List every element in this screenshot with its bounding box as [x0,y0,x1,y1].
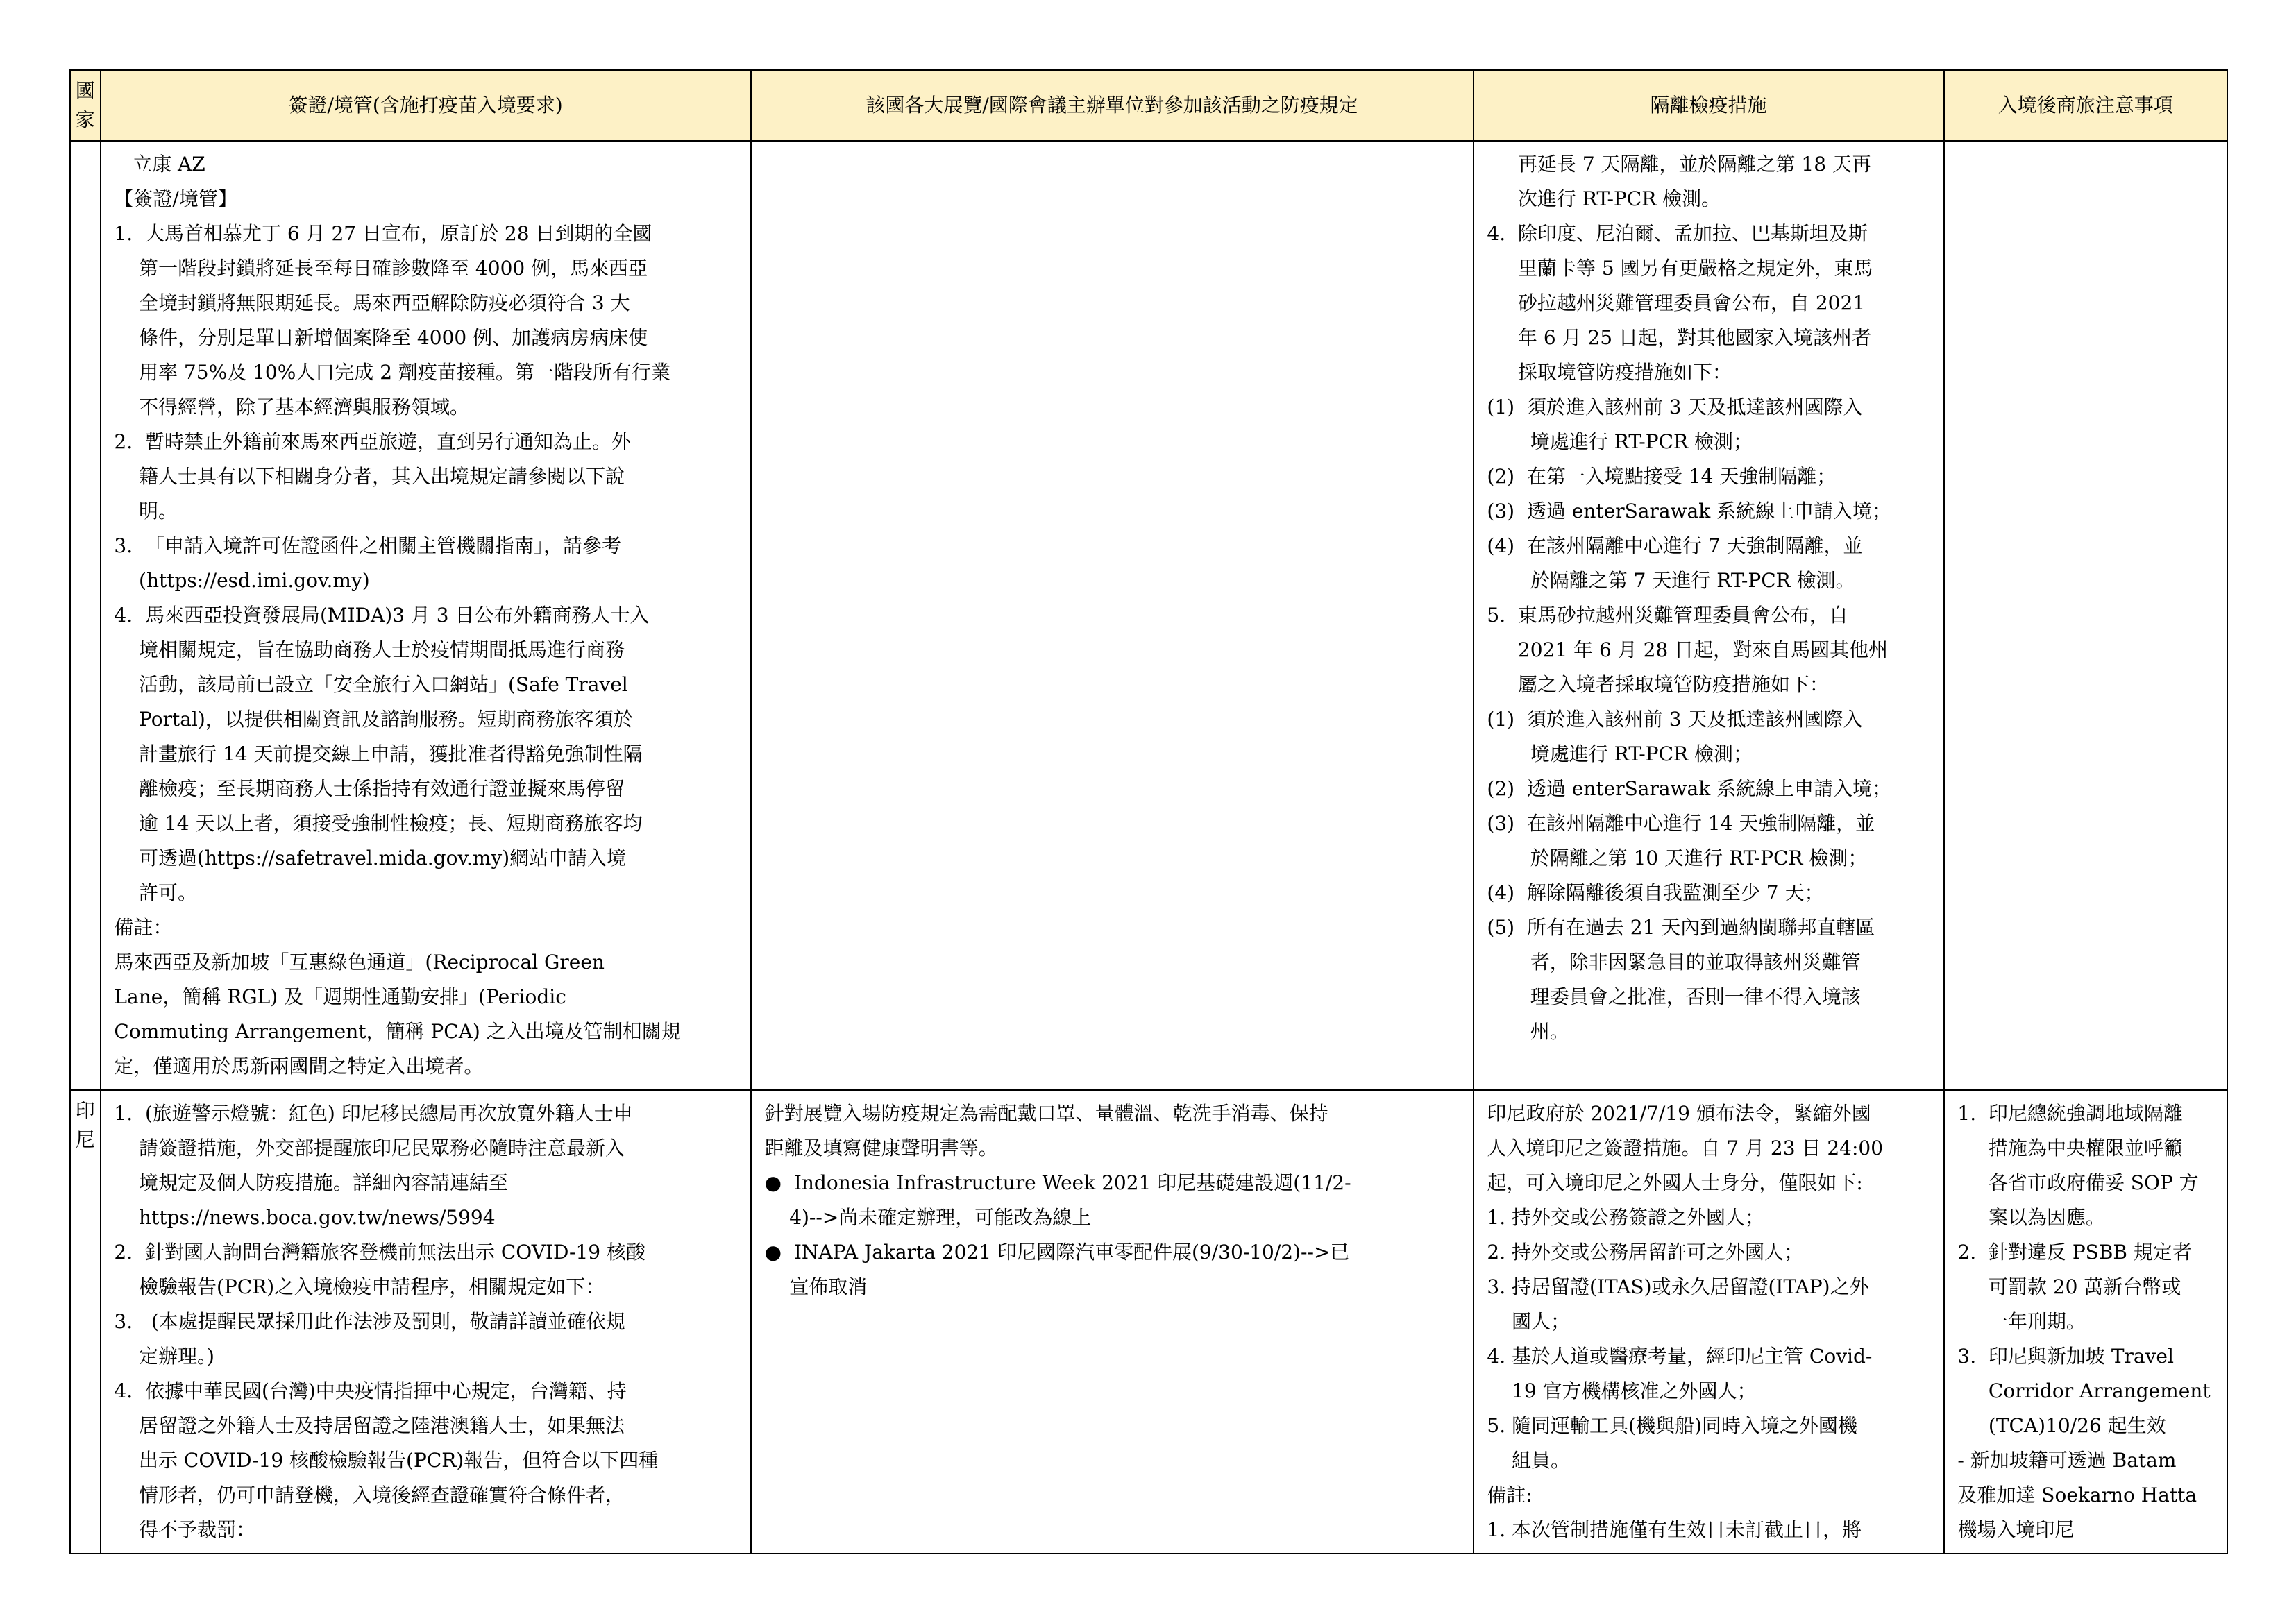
text-line: 4. 馬來西亞投資發展局(MIDA)3 月 3 日公布外籍商務人士入 [108,604,650,627]
text-line: 不得經營，除了基本經濟與服務領域。 [108,396,470,418]
text-line: 針對展覽入場防疫規定為需配戴口罩、量體溫、乾洗手消毒、保持 [758,1102,1328,1125]
visa-cell [101,1090,751,1554]
text-line: 可罰款 20 萬新台幣或 [1951,1275,2181,1298]
text-line: ● Indonesia Infrastructure Week 2021 印尼基礎建設週(11/2- [758,1171,1351,1194]
text-line: 居留證之外籍人士及持居留證之陸港澳籍人士，如果無法 [108,1414,625,1437]
text-line: 境規定及個人防疫措施。詳細內容請連結至 [108,1171,509,1194]
text-line: 國人； [1480,1310,1571,1333]
header-row [70,70,2227,141]
text-line: 備註： [108,916,173,939]
text-line: (2) 透過 enterSarawak 系統線上申請入境； [1480,777,1892,800]
text-line: (4) 解除隔離後須自我監測至少 7 天； [1480,881,1824,904]
text-line: 請簽證措施，外交部提醒旅印尼民眾務必隨時注意最新入 [108,1137,625,1159]
expo-cell [751,1090,1474,1554]
country-name: 印尼 [75,1099,95,1151]
table-row [70,141,2227,1090]
text-line: (1) 須於進入該州前 3 天及抵達該州國際入 [1480,396,1863,418]
text-line: 年 6 月 25 日起，對其他國家入境該州者 [1480,326,1871,349]
text-line: 檢驗報告(PCR)之入境檢疫申請程序，相關規定如下： [108,1275,605,1298]
text-line: (TCA)10/26 起生效 [1951,1414,2166,1437]
text-line: 許可。 [108,881,198,904]
text-line: 逾 14 天以上者，須接受強制性檢疫；長、短期商務旅客均 [108,812,643,835]
header-country: 國家 [70,70,101,141]
text-line: 2. 暫時禁止外籍前來馬來西亞旅遊，直到另行通知為止。外 [108,430,631,453]
text-line: 馬來西亞及新加坡「互惠綠色通道」(Reciprocal Green [108,951,605,974]
header-quarantine: 隔離檢疫措施 [1474,70,1944,141]
country-cell [70,1090,101,1554]
text-line: 起，可入境印尼之外國人士身分，僅限如下: [1480,1171,1863,1194]
text-line: 境相關規定，旨在協助商務人士於疫情期間抵馬進行商務 [108,638,625,661]
text-line: 2. 持外交或公務居留許可之外國人； [1480,1241,1804,1264]
text-line: 計畫旅行 14 天前提交線上申請，獲批准者得豁免強制性隔 [108,742,643,765]
text-line: 宣佈取消 [758,1275,868,1298]
text-line: 定，僅適用於馬新兩國間之特定入出境者。 [108,1055,484,1078]
text-line: 及雅加達 Soekarno Hatta [1951,1484,2197,1506]
text-line: (2) 在第一入境點接受 14 天強制隔離； [1480,465,1837,488]
text-line: 措施為中央權限並呼籲 [1951,1137,2183,1159]
regulations-table [69,69,2228,1554]
text-line: 於隔離之第 10 天進行 RT-PCR 檢測； [1480,847,1868,869]
text-line: (4) 在該州隔離中心進行 7 天強制隔離，並 [1480,534,1863,557]
text-line: 用率 75%及 10%人口完成 2 劑疫苗接種。第一階段所有行業 [108,361,670,384]
text-line: 第一階段封鎖將延長至每日確診數降至 4000 例，馬來西亞 [108,257,648,280]
text-line: 採取境管防疫措施如下： [1480,361,1732,384]
text-line: Lane，簡稱 RGL) 及「週期性通勤安排」(Periodic [108,985,566,1008]
text-line: 境處進行 RT-PCR 檢測； [1480,742,1753,765]
text-line: 備註: [1480,1484,1533,1506]
text-line: 出示 COVID-19 核酸檢驗報告(PCR)報告，但符合以下四種 [108,1449,659,1472]
text-line: 州。 [1480,1020,1569,1043]
text-line: 4. 基於人道或醫療考量，經印尼主管 Covid- [1480,1345,1873,1368]
text-line: 1. 大馬首相慕尤丁 6 月 27 日宣布，原訂於 28 日到期的全國 [108,222,652,245]
text-line: 里蘭卡等 5 國另有更嚴格之規定外，東馬 [1480,257,1873,280]
text-line: 定辦理。) [108,1345,214,1368]
text-line: 於隔離之第 7 天進行 RT-PCR 檢測。 [1480,569,1855,592]
notes-cell [1944,1090,2228,1554]
text-line: 人入境印尼之簽證措施。自 7 月 23 日 24:00 [1480,1137,1884,1159]
text-line: 3. 「申請入境許可佐證函件之相關主管機關指南」，請參考 [108,534,621,557]
text-line: (5) 所有在過去 21 天內到過納閩聯邦直轄區 [1480,916,1875,939]
text-line: 2021 年 6 月 28 日起，對來自馬國其他州 [1480,638,1889,661]
text-line: 全境封鎖將無限期延長。馬來西亞解除防疫必須符合 3 大 [108,291,630,314]
visa-cell [101,141,751,1090]
text-line: 1. 本次管制措施僅有生效日未訂截止日，將 [1480,1518,1862,1541]
text-line: 理委員會之批准，否則一律不得入境該 [1480,985,1861,1008]
text-line[interactable]: (https://esd.imi.gov.my) [108,569,370,592]
expo-cell [751,141,1474,1090]
text-line: 1. 印尼總統強調地域隔離 [1951,1102,2183,1125]
text-line: 2. 針對違反 PSBB 規定者 [1951,1241,2192,1264]
text-line: 印尼政府於 2021/7/19 頒布法令，緊縮外國 [1480,1102,1871,1125]
text-line: 4)-->尚未確定辦理，可能改為線上 [758,1206,1092,1229]
text-line: 條件，分別是單日新增個案降至 4000 例、加護病房病床使 [108,326,648,349]
text-line: 1. 持外交或公務簽證之外國人； [1480,1206,1765,1229]
text-line[interactable]: https://news.boca.gov.tw/news/5994 [108,1206,496,1229]
text-line: 者，除非因緊急目的並取得該州災難管 [1480,951,1861,974]
text-line: 案以為因應。 [1951,1206,2105,1229]
text-line: 得不予裁罰： [108,1518,256,1541]
text-line: 組員。 [1480,1449,1571,1472]
text-line: 屬之入境者採取境管防疫措施如下： [1480,673,1829,696]
text-line: 離檢疫；至長期商務人士係指持有效通行證並擬來馬停留 [108,777,625,800]
text-line: 距離及填寫健康聲明書等。 [758,1137,998,1159]
text-line[interactable]: 可透過(https://safetravel.mida.gov.my)網站申請入境 [108,847,627,869]
text-line: 明。 [108,500,178,522]
text-line: 砂拉越州災難管理委員會公布，自 2021 [1480,291,1866,314]
text-line: 情形者，仍可申請登機，入境後經查證確實符合條件者， [108,1484,625,1506]
text-line: 2. 針對國人詢問台灣籍旅客登機前無法出示 COVID-19 核酸 [108,1241,645,1264]
text-line: 【簽證/境管】 [108,187,237,210]
text-line: 4. 除印度、尼泊爾、孟加拉、巴基斯坦及斯 [1480,222,1868,245]
text-line: 活動，該局前已設立「安全旅行入口網站」(Safe Travel [108,673,628,696]
text-line: (1) 須於進入該州前 3 天及抵達該州國際入 [1480,708,1863,731]
table-body [70,141,2227,1554]
text-line: 立康 AZ [108,153,205,176]
table-row [70,1090,2227,1554]
text-line: 各省市政府備妥 SOP 方 [1951,1171,2199,1194]
text-line: 5. 隨同運輸工具(機與船)同時入境之外國機 [1480,1414,1857,1437]
text-line: - 新加坡籍可透過 Batam [1951,1449,2177,1472]
text-line: 境處進行 RT-PCR 檢測； [1480,430,1753,453]
text-line: Portal)，以提供相關資訊及諮詢服務。短期商務旅客須於 [108,708,633,731]
quarantine-cell [1474,1090,1944,1554]
text-line: ● INAPA Jakarta 2021 印尼國際汽車零配件展(9/30-10/2)-->已 [758,1241,1350,1264]
text-line: 3. 印尼與新加坡 Travel [1951,1345,2174,1368]
header-notes: 入境後商旅注意事項 [1944,70,2228,141]
text-line: 5. 東馬砂拉越州災難管理委員會公布，自 [1480,604,1848,627]
header-expo: 該國各大展覽/國際會議主辦單位對參加該活動之防疫規定 [751,70,1474,141]
text-line: Corridor Arrangement [1951,1379,2211,1402]
text-line: 3. (本處提醒民眾採用此作法涉及罰則，敬請詳讀並確依規 [108,1310,625,1333]
header-visa: 簽證/境管(含施打疫苗入境要求) [101,70,751,141]
text-line: 19 官方機構核准之外國人； [1480,1379,1757,1402]
notes-cell [1944,141,2228,1090]
text-line: 一年刑期。 [1951,1310,2086,1333]
country-cell [70,141,101,1090]
text-line: 1. (旅遊警示燈號：紅色) 印尼移民總局再次放寬外籍人士申 [108,1102,633,1125]
quarantine-cell [1474,141,1944,1090]
text-line: 3. 持居留證(ITAS)或永久居留證(ITAP)之外 [1480,1275,1869,1298]
text-line: 籍人士具有以下相關身分者，其入出境規定請參閱以下說 [108,465,625,488]
text-line: 機場入境印尼 [1951,1518,2075,1541]
text-line: 4. 依據中華民國(台灣)中央疫情指揮中心規定，台灣籍、持 [108,1379,627,1402]
text-line: 再延長 7 天隔離，並於隔離之第 18 天再 [1480,153,1871,176]
text-line: (3) 透過 enterSarawak 系統線上申請入境； [1480,500,1892,522]
text-line: (3) 在該州隔離中心進行 14 天強制隔離，並 [1480,812,1875,835]
text-line: Commuting Arrangement，簡稱 PCA) 之入出境及管制相關規 [108,1020,681,1043]
text-line: 次進行 RT-PCR 檢測。 [1480,187,1721,210]
